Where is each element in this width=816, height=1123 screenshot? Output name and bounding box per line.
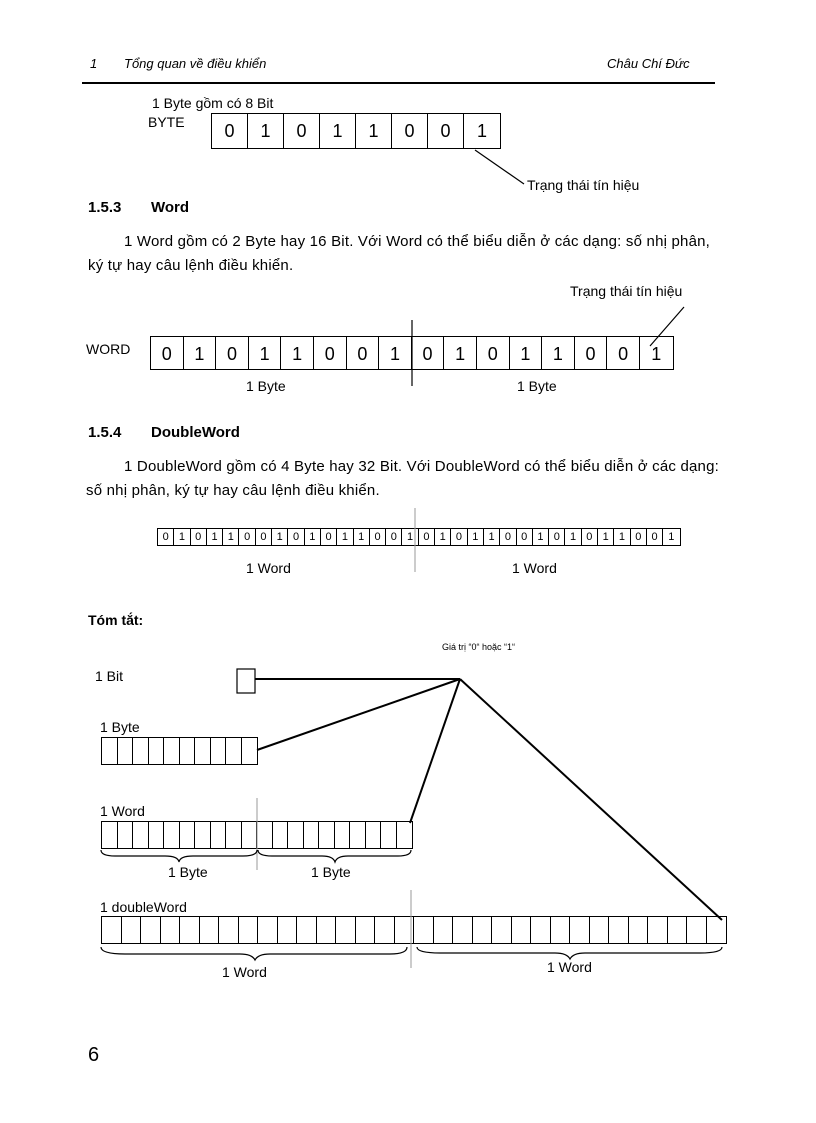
bit-cell: 0 bbox=[412, 337, 445, 369]
bit-cell: 1 bbox=[320, 114, 356, 148]
bit-cell: 0 bbox=[370, 529, 386, 545]
bit-cell: 1 bbox=[281, 337, 314, 369]
summary-dword-label: 1 doubleWord bbox=[100, 899, 187, 915]
section-word-number: 1.5.3 bbox=[88, 199, 122, 216]
bit-cell: 0 bbox=[386, 529, 402, 545]
bit-cell: 1 bbox=[223, 529, 239, 545]
bit-cell: 0 bbox=[347, 337, 380, 369]
byte-annotation-pointer bbox=[475, 150, 524, 184]
summary-byte-label: 1 Byte bbox=[100, 719, 140, 735]
bit-cell: 1 bbox=[184, 337, 217, 369]
bit-cell: 1 bbox=[542, 337, 575, 369]
bit-cell: 1 bbox=[174, 529, 190, 545]
bit-cell: 0 bbox=[191, 529, 207, 545]
bit-cell: 0 bbox=[631, 529, 647, 545]
chapter-number: 1 bbox=[90, 56, 98, 71]
word-label: WORD bbox=[86, 341, 131, 357]
connector-lines bbox=[255, 679, 722, 920]
section-dword-title: DoubleWord bbox=[151, 424, 240, 441]
bit-cell: 0 bbox=[500, 529, 516, 545]
word-group-label-1: 1 Byte bbox=[246, 378, 286, 394]
bit-cell: 0 bbox=[151, 337, 184, 369]
bit-cell: 1 bbox=[356, 114, 392, 148]
bit-cell: 0 bbox=[392, 114, 428, 148]
bit-cell: 1 bbox=[379, 337, 412, 369]
summary-word-group-2: 1 Byte bbox=[311, 864, 351, 880]
bit-cell: 1 bbox=[484, 529, 500, 545]
section-word-title: Word bbox=[151, 199, 190, 216]
bit-cell: 1 bbox=[510, 337, 543, 369]
single-bit-box bbox=[237, 669, 255, 693]
section-word-paragraph: 1 Word gồm có 2 Byte hay 16 Bit. Với Word có thể biểu diễn ở các dạng: số nhị phân, ký tự hay câu lệnh điều khiển. bbox=[88, 233, 711, 274]
word-brace-1 bbox=[101, 850, 257, 862]
bit-cell: 0 bbox=[477, 337, 510, 369]
bit-cell: 1 bbox=[565, 529, 581, 545]
bit-cell: 1 bbox=[533, 529, 549, 545]
byte-annotation: Trạng thái tín hiệu bbox=[527, 177, 640, 193]
bit-cell: 0 bbox=[582, 529, 598, 545]
bit-cell: 1 bbox=[402, 529, 418, 545]
bit-cell: 1 bbox=[305, 529, 321, 545]
dword-group-label-1: 1 Word bbox=[246, 560, 291, 576]
word-annotation: Trạng thái tín hiệu bbox=[570, 283, 683, 299]
dword-brace-2 bbox=[417, 947, 722, 959]
bit-cell: 1 bbox=[435, 529, 451, 545]
byte-label: BYTE bbox=[148, 114, 185, 130]
bit-cell: 1 bbox=[598, 529, 614, 545]
bit-cell: 0 bbox=[607, 337, 640, 369]
bit-cell: 1 bbox=[354, 529, 370, 545]
bit-cell: 0 bbox=[419, 529, 435, 545]
summary-word-group-1: 1 Byte bbox=[168, 864, 208, 880]
bit-cell: 0 bbox=[216, 337, 249, 369]
bit-cell: 1 bbox=[249, 337, 282, 369]
bit-label: 1 Bit bbox=[95, 668, 124, 684]
bit-cell: 1 bbox=[668, 531, 675, 543]
bit-cell: 1 bbox=[248, 114, 284, 148]
value-note: Giá trị “0“ hoặc “1“ bbox=[442, 642, 516, 652]
bit-cell: 0 bbox=[647, 529, 663, 545]
bit-cell: 0 bbox=[284, 114, 320, 148]
bit-cell: 1 bbox=[337, 529, 353, 545]
page-number: 6 bbox=[88, 1044, 100, 1066]
dword-brace-1 bbox=[101, 947, 407, 960]
bit-cell: 0 bbox=[451, 529, 467, 545]
bit-cell: 1 bbox=[444, 337, 477, 369]
bit-cell: 1 bbox=[272, 529, 288, 545]
bit-cell: 0 bbox=[428, 114, 464, 148]
bit-cell: 1 bbox=[614, 529, 630, 545]
bit-cell: 0 bbox=[321, 529, 337, 545]
summary-word-label: 1 Word bbox=[100, 803, 145, 819]
summary-dword-group-2: 1 Word bbox=[547, 959, 592, 975]
chapter-title: Tổng quan về điều khiển bbox=[124, 56, 267, 71]
bit-cell: 1 bbox=[476, 121, 487, 141]
bit-cell: 0 bbox=[158, 529, 174, 545]
bit-cell: 0 bbox=[256, 529, 272, 545]
section-dword-paragraph: 1 DoubleWord gồm có 4 Byte hay 32 Bit. Với DoubleWord có thể biểu diễn ở các dạng: số nhị phân, ký tự hay câu lệnh điều khiển. bbox=[86, 458, 720, 499]
byte-caption: 1 Byte gồm có 8 Bit bbox=[152, 95, 274, 111]
bit-cell: 0 bbox=[288, 529, 304, 545]
bit-cell: 1 bbox=[651, 344, 662, 364]
bit-cell: 0 bbox=[517, 529, 533, 545]
summary-dword-group-1: 1 Word bbox=[222, 964, 267, 980]
bit-cell: 0 bbox=[549, 529, 565, 545]
section-dword-number: 1.5.4 bbox=[88, 424, 122, 441]
summary-title: Tóm tắt: bbox=[88, 612, 144, 628]
bit-cell: 0 bbox=[239, 529, 255, 545]
word-brace-2 bbox=[258, 850, 411, 862]
bit-cell: 0 bbox=[212, 114, 248, 148]
author-name: Châu Chí Đức bbox=[607, 56, 690, 71]
bit-cell: 0 bbox=[575, 337, 608, 369]
dword-group-label-2: 1 Word bbox=[512, 560, 557, 576]
word-group-label-2: 1 Byte bbox=[517, 378, 557, 394]
word-annotation-pointer bbox=[650, 307, 684, 346]
bit-cell: 0 bbox=[314, 337, 347, 369]
bit-cell: 1 bbox=[468, 529, 484, 545]
bit-cell: 1 bbox=[207, 529, 223, 545]
